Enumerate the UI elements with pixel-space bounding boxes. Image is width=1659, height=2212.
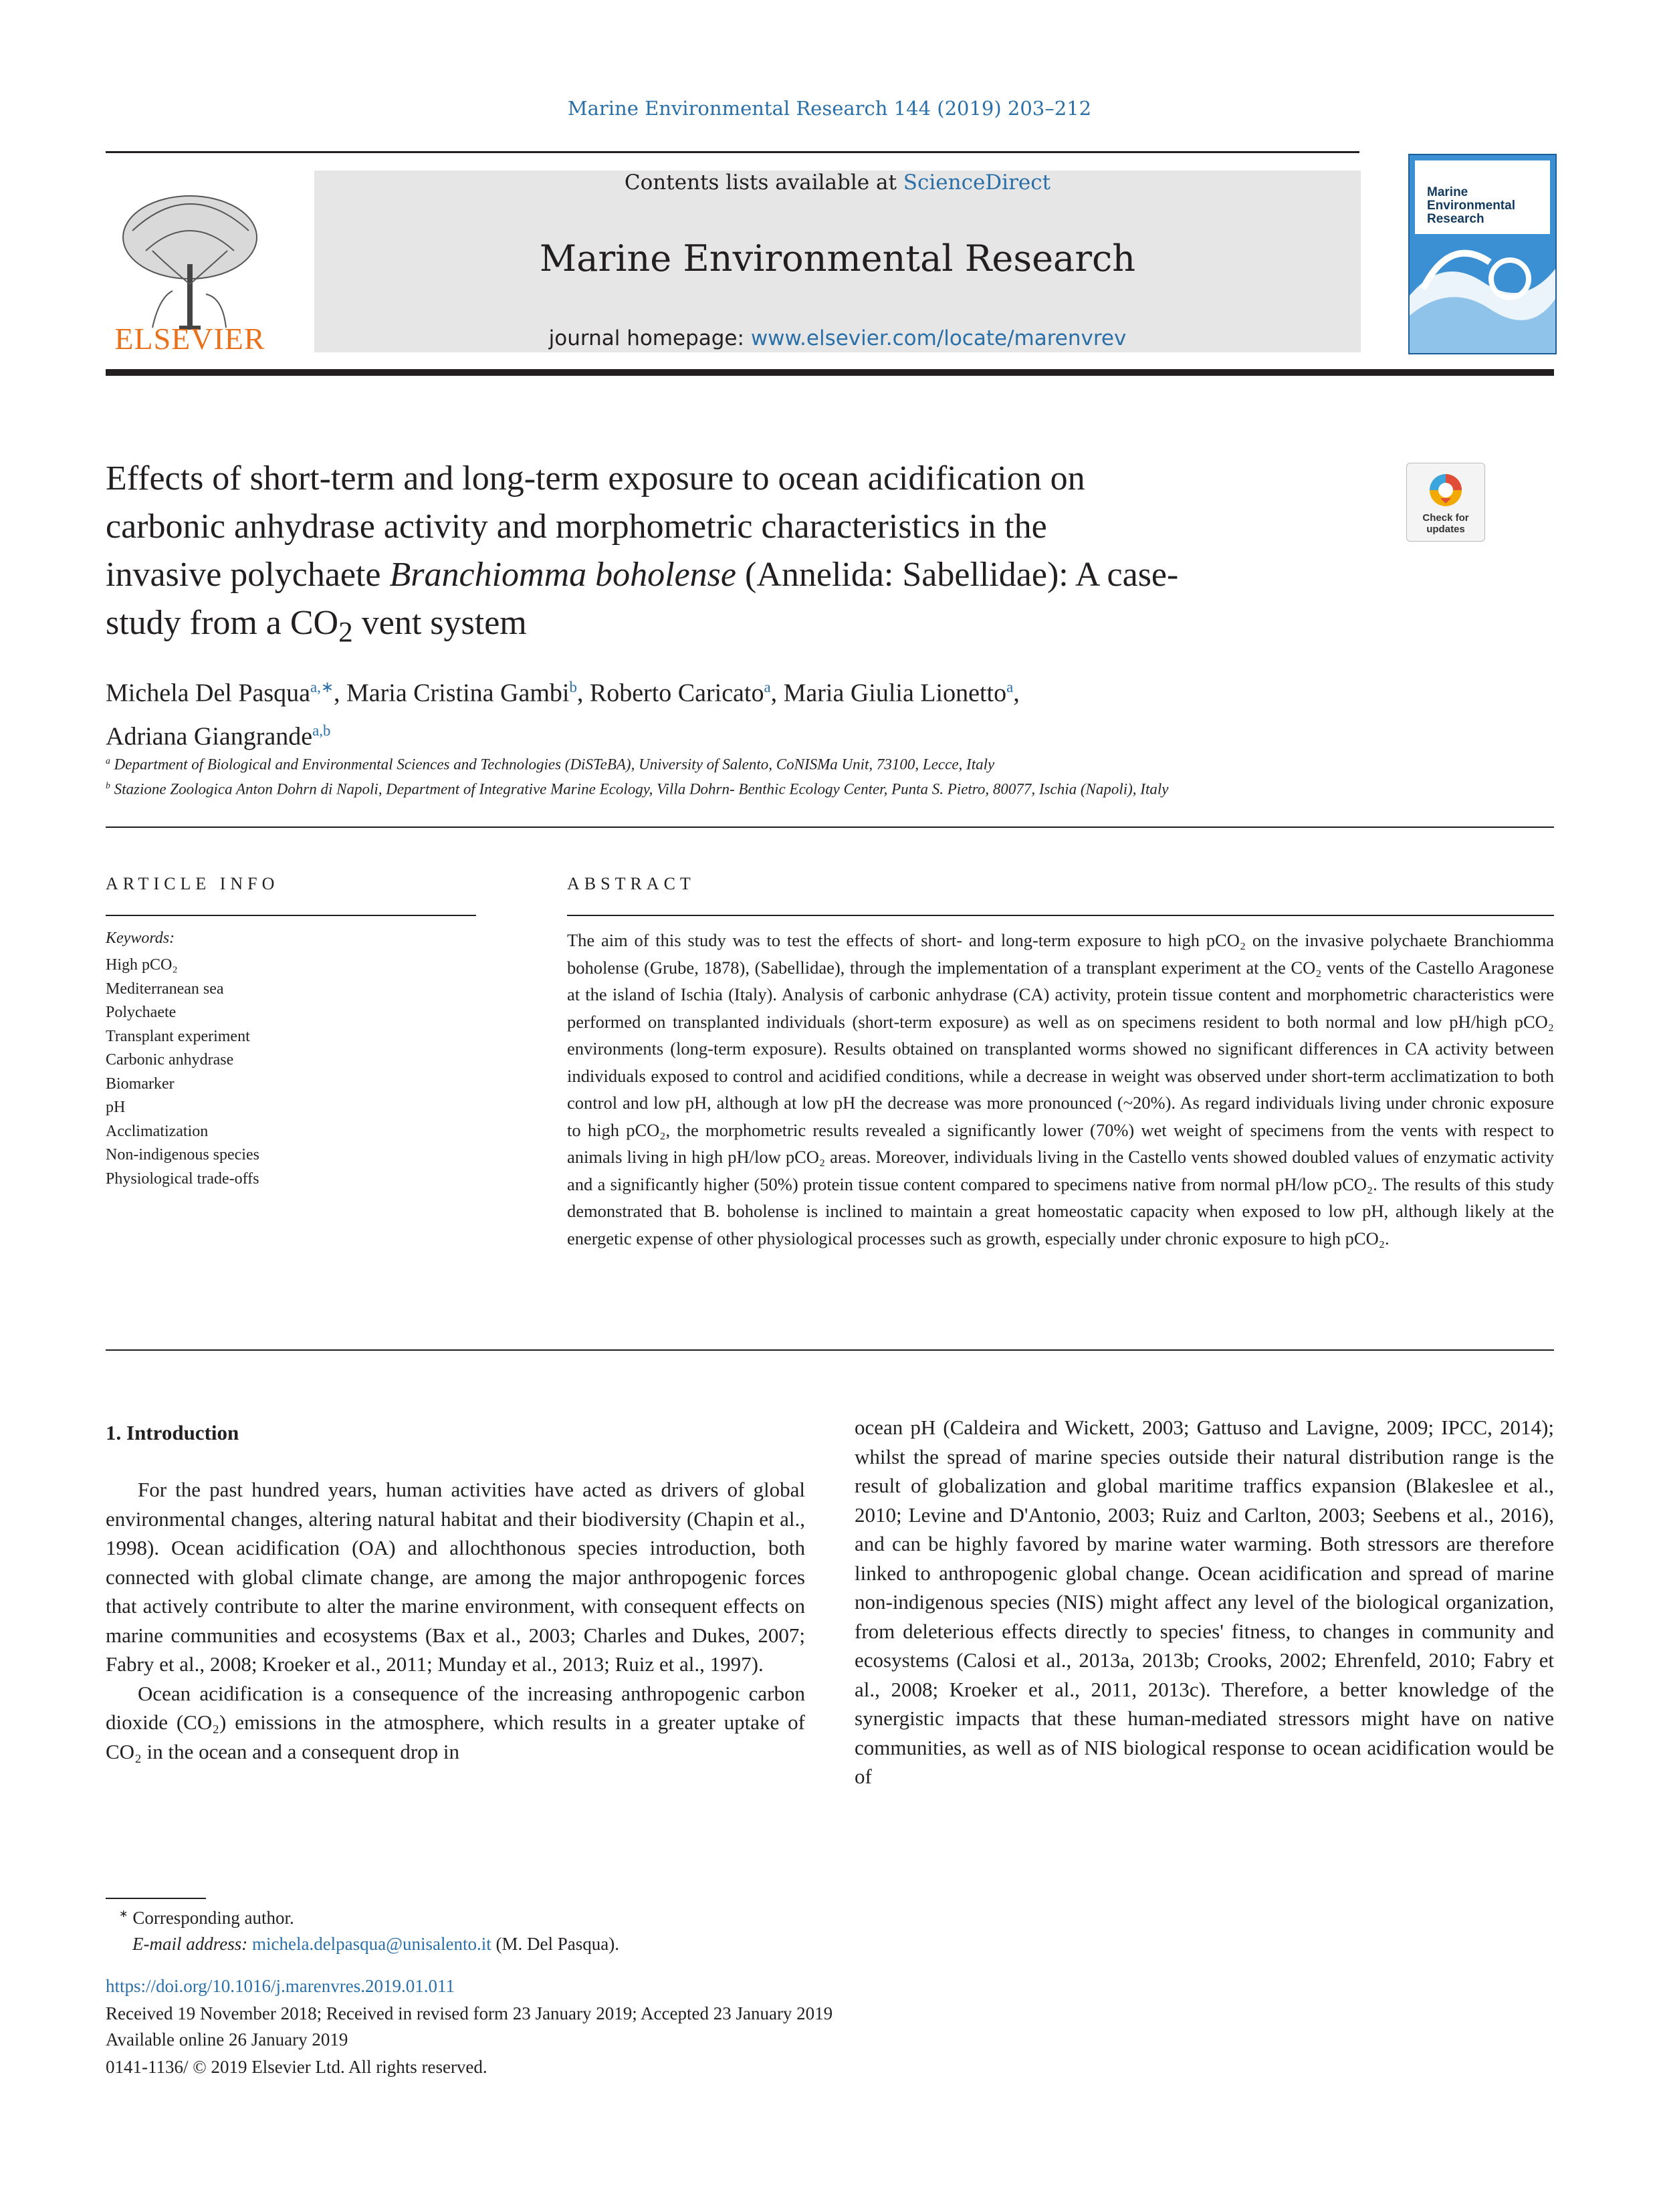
- author-list: Michela Del Pasqua$^{a,∗}$, Maria Cristina Gambi$^b$, Roberto Caricato$^a$, Maria Giulia Lionetto$^a$, Adriana Giangrande$^{a,b}$: [106, 679, 1020, 751]
- title-line-4-pre: study from a CO: [106, 604, 339, 642]
- article-info-heading: ARTICLE INFO: [106, 874, 280, 893]
- journal-name: Marine Environmental Research: [539, 237, 1136, 280]
- affiliation-b: [106, 780, 1557, 798]
- author-name[interactable]: Michela Del Pasqua: [106, 679, 311, 707]
- author-affiliation-mark[interactable]: a,∗: [310, 679, 334, 695]
- keyword-item: pH: [106, 1099, 126, 1116]
- body-column-right: ocean pH (Caldeira and Wickett, 2003; Gattuso and Lavigne, 2009; IPCC, 2014); whilst the spread of marine species outside their natural distribution range is the result of globalization and global maritime traffics expansion (Blakeslee et al., 2010; Levine and D'Antonio, 2003; Ruiz and Carlton, 2003; Seebens et al., 2016), and can be highly favored by marine water warming. Both stressors are therefore linked to anthropogenic global change. Ocean acidification and spread of marine non-indigenous species (NIS) might affect any level of the biological organization, from deleterious effects directly to species' fitness, to changes in community and ecosystems (Calosi et al., 2013a, 2013b; Crooks, 2002; Ehrenfeld, 2010; Fabry et al., 2008; Kroeker et al., 2011, 2013c). Therefore, a better knowledge of the synergistic impacts that these human-mediated stressors might have on native communities, as well as of NIS biological response to ocean acidification would be of: [855, 1416, 1554, 1788]
- email-link[interactable]: michela.delpasqua@unisalento.it: [251, 1934, 491, 1954]
- email-suffix: (M. Del Pasqua).: [491, 1934, 619, 1954]
- author-affiliation-mark[interactable]: a: [1006, 679, 1014, 695]
- section-divider: [106, 826, 1554, 828]
- title-line-4: [106, 599, 1376, 656]
- header-thick-divider: [106, 369, 1554, 376]
- article-info-rule: [106, 915, 476, 916]
- title-line-4-post: vent system: [352, 604, 527, 642]
- check-updates-icon: [1407, 463, 1484, 541]
- author-affiliation-mark[interactable]: b: [569, 679, 577, 695]
- author-name[interactable]: Roberto Caricato: [589, 679, 764, 707]
- homepage-prefix: journal homepage:: [548, 326, 751, 350]
- title-line-3-pre: invasive polychaete: [106, 556, 390, 594]
- keywords-label: Keywords:: [106, 929, 175, 947]
- cover-title: Marine Environmental Research: [1427, 185, 1515, 226]
- affiliation-b-text: Stazione Zoologica Anton Dohrn di Napoli, Department of Integrative Marine Ecology, Villa Dohrn- Benthic Ecology Center, Punta S. Pietro, 80077, Ischia (Napoli), Italy: [114, 780, 1169, 798]
- section-divider: [106, 1349, 1554, 1351]
- abstract-rule: [567, 915, 1554, 916]
- abstract-heading: ABSTRACT: [567, 874, 695, 893]
- keyword-item: Carbonic anhydrase: [106, 1051, 234, 1069]
- intro-paragraph-1: For the past hundred years, human activities have acted as drivers of global environmental changes, altering natural habitat and their biodiversity (Chapin et al., 1998). Ocean acidification (OA) and allochthonous species introduction, both connected with global climate change, are among the major anthropogenic forces that actively contribute to alter the marine environment, with consequent effects on marine communities and ecosystems (Bax et al., 2003; Charles and Dukes, 2007; Fabry et al., 2008; Kroeker et al., 2011; Munday et al., 2013; Ruiz et al., 1997).: [106, 1478, 805, 1676]
- journal-citation[interactable]: Marine Environmental Research 144 (2019) 203–212: [567, 97, 1092, 120]
- check-updates-text-1: Check for: [1422, 512, 1469, 524]
- available-online: Available online 26 January 2019: [106, 2029, 348, 2050]
- title-line-2: carbonic anhydrase activity and morphometric characteristics in the: [106, 508, 1047, 546]
- check-updates-text-2: updates: [1426, 524, 1465, 535]
- keyword-item: Acclimatization: [106, 1122, 209, 1140]
- corresponding-author-note: [119, 1907, 294, 1928]
- corresponding-text: Corresponding author.: [128, 1908, 294, 1928]
- affiliation-a-text: Department of Biological and Environmental Sciences and Technologies (DiSTeBA), University of Salento, CoNISMa Unit, 73100, Lecce, Italy: [114, 756, 995, 773]
- introduction-heading: 1. Introduction: [106, 1421, 239, 1444]
- affiliation-a: [106, 756, 1557, 774]
- author-affiliation-mark[interactable]: a,b: [312, 722, 331, 739]
- affiliation-b-mark: b: [106, 780, 110, 790]
- title-subscript: 2: [338, 616, 353, 649]
- top-divider: [106, 151, 1359, 153]
- intro-paragraph-2: Ocean acidification is a consequence of the increasing anthropogenic carbon dioxide (CO₂) emissions in the atmosphere, which results in a greater uptake of CO₂ in the ocean and a consequent drop in: [106, 1681, 805, 1763]
- author-affiliation-mark[interactable]: a: [764, 679, 771, 695]
- title-line-1: Effects of short-term and long-term exposure to ocean acidification on: [106, 459, 1085, 497]
- author-name[interactable]: Maria Giulia Lionetto: [783, 679, 1007, 707]
- keyword-item: High pCO₂: [106, 956, 178, 974]
- author-name[interactable]: Maria Cristina Gambi: [346, 679, 570, 707]
- elsevier-wordmark: ELSEVIER: [114, 322, 265, 356]
- contents-line: [314, 171, 1361, 195]
- keyword-item: Physiological trade-offs: [106, 1170, 259, 1188]
- affiliation-a-mark: a: [106, 756, 110, 766]
- body-column-left: [106, 1475, 805, 1766]
- keywords-list: [106, 954, 480, 1191]
- journal-homepage-link[interactable]: www.elsevier.com/locate/marenvrev: [750, 326, 1127, 350]
- author-name[interactable]: Adriana Giangrande: [106, 722, 313, 751]
- keyword-item: Transplant experiment: [106, 1027, 250, 1045]
- email-label: E-mail address:: [132, 1934, 252, 1954]
- title-line-3-post: (Annelida: Sabellidae): A case-: [736, 556, 1179, 594]
- keyword-item: Polychaete: [106, 1004, 177, 1021]
- email-footnote: [132, 1934, 619, 1955]
- corresponding-mark: ∗: [119, 1908, 128, 1920]
- footnote-rule: [106, 1898, 206, 1899]
- contents-prefix: Contents lists available at: [624, 171, 903, 195]
- title-line-3: [106, 551, 1376, 599]
- keyword-item: Biomarker: [106, 1075, 175, 1093]
- journal-cover-image[interactable]: [1408, 154, 1557, 354]
- article-title: [106, 455, 1376, 656]
- copyright-notice: 0141-1136/ © 2019 Elsevier Ltd. All rights reserved.: [106, 2057, 487, 2077]
- check-for-updates-button[interactable]: [1406, 463, 1485, 542]
- species-name: Branchiomma boholense: [389, 556, 736, 594]
- keyword-item: Mediterranean sea: [106, 980, 224, 998]
- abstract-text: The aim of this study was to test the effects of short- and long-term exposure to high pCO₂ on the invasive polychaete Branchiomma boholense (Grube, 1878), (Sabellidae), through the implementation of a transplant experiment at the CO₂ vents of the Castello Aragonese at the island of Ischia (Italy). Analysis of carbonic anhydrase (CA) activity, protein tissue content and morphometric characteristics were performed on transplanted individuals (short-term exposure) as well as on specimens resident to both normal and low pH/high pCO₂ environments (long-term exposure). Results obtained on transplanted worms showed no significant differences in CA activity between individuals exposed to control and acidified conditions, while a decrease in weight was observed under short-term acclimatization to both control and low pH, although at low pH the decrease was more pronounced (~20%). As regard individuals living under chronic exposure to high pCO₂, the morphometric results revealed a significantly lower (70%) wet weight of specimens from the vents with respect to animals living in high pH/low pCO₂ areas. Moreover, individuals living in the Castello vents showed doubled values of enzymatic activity and a significantly higher (50%) protein tissue content compared to specimens native from normal pH/low pCO₂. The results of this study demonstrated that B. boholense is inclined to maintain a great homeostatic capacity when exposed to low pH, although likely at the energetic expense of other physiological processes such as growth, especially under chronic exposure to high pCO₂.: [567, 930, 1554, 1248]
- keyword-item: Non-indigenous species: [106, 1146, 259, 1164]
- doi-link[interactable]: https://doi.org/10.1016/j.marenvres.2019.01.011: [106, 1976, 455, 1996]
- received-dates: Received 19 November 2018; Received in revised form 23 January 2019; Accepted 23 January 2019: [106, 2003, 833, 2023]
- homepage-line: [314, 326, 1361, 350]
- sciencedirect-link[interactable]: ScienceDirect: [903, 171, 1051, 195]
